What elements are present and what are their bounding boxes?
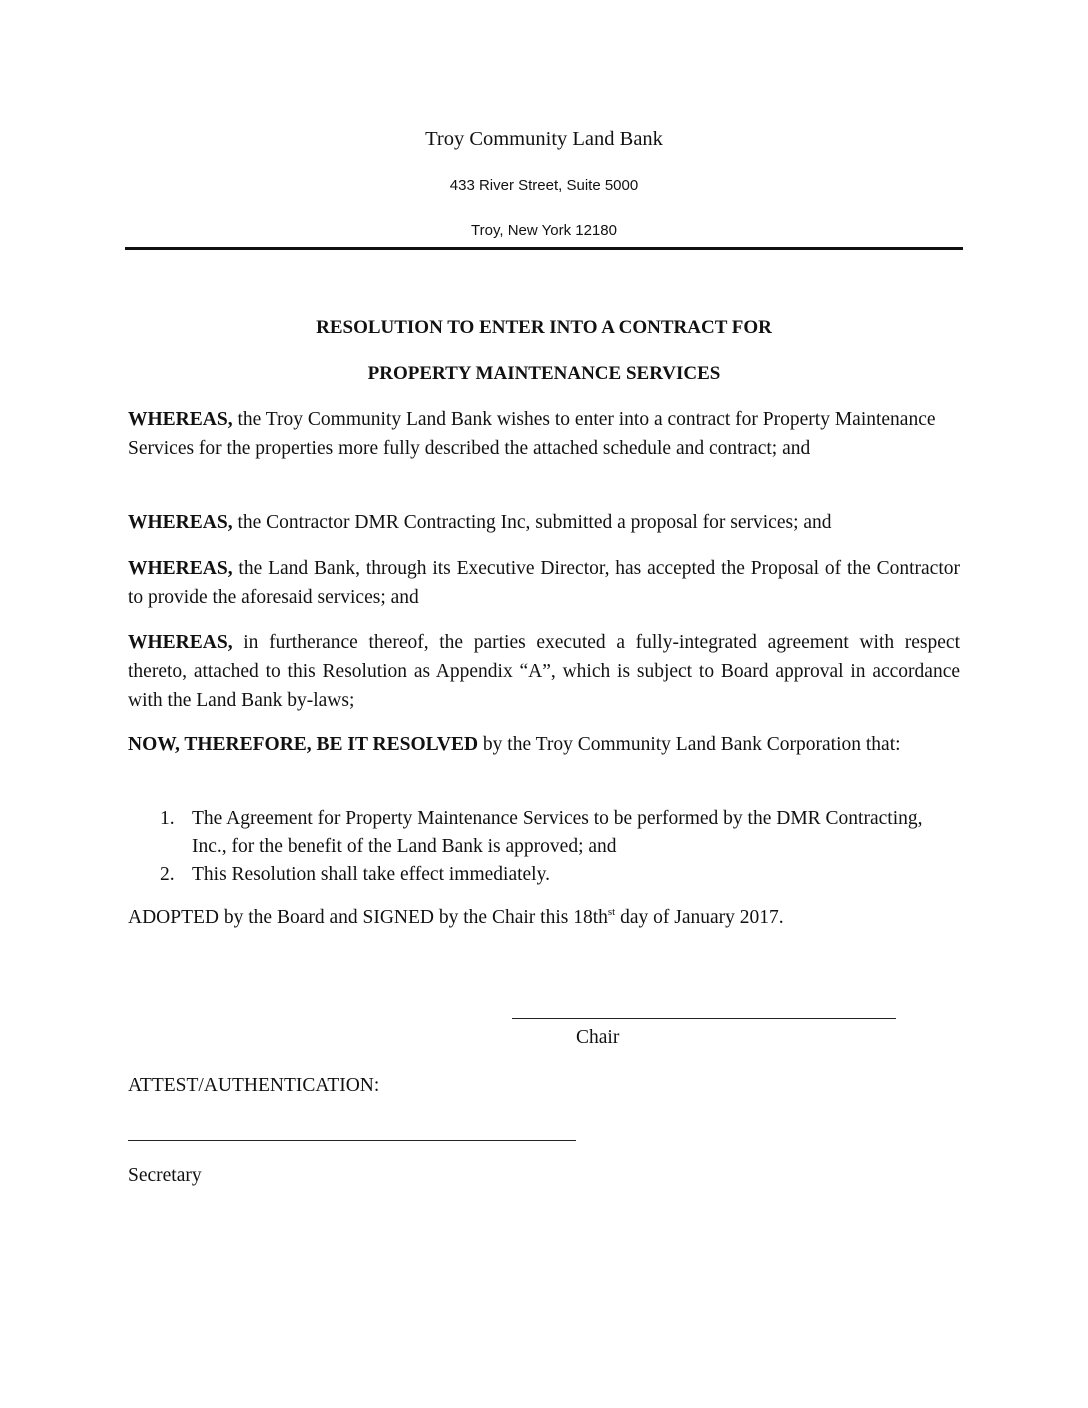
resolutions-list xyxy=(128,805,960,889)
resolution-title-line1: RESOLUTION TO ENTER INTO A CONTRACT FOR xyxy=(316,317,772,338)
letterhead-organization: Troy Community Land Bank xyxy=(425,128,663,150)
chair-label: Chair xyxy=(576,1027,620,1048)
letterhead-address-street: 433 River Street, Suite 5000 xyxy=(449,177,639,194)
clause-text: the Troy Community Land Bank wishes to enter into a contract for Property Maintenance Services for the properties more fully described the attached schedule and contract; and xyxy=(128,409,936,459)
whereas-clause-3 xyxy=(128,554,960,612)
adoption-superscript: st xyxy=(607,906,616,918)
list-item xyxy=(128,861,960,889)
list-item xyxy=(128,805,960,861)
secretary-label: Secretary xyxy=(128,1165,202,1186)
attest-label: ATTEST/AUTHENTICATION: xyxy=(128,1075,380,1096)
clause-text: the Contractor DMR Contracting Inc, submitted a proposal for services; and xyxy=(232,512,832,533)
list-item-number: 2. xyxy=(160,864,175,885)
adoption-text-before: ADOPTED by the Board and SIGNED by the Chair this 18th xyxy=(128,907,608,928)
letterhead-address-city: Troy, New York 12180 xyxy=(471,222,617,239)
clause-lead: WHEREAS, xyxy=(128,632,233,653)
clause-text: the Land Bank, through its Executive Director, has accepted the Proposal of the Contractor to provide the aforesaid services; and xyxy=(128,558,960,608)
adoption-text-after: day of January 2017. xyxy=(615,907,784,928)
whereas-clause-1 xyxy=(128,405,960,463)
clause-lead: WHEREAS, xyxy=(128,558,233,579)
clause-lead: WHEREAS, xyxy=(128,512,233,533)
list-item-text: This Resolution shall take effect immediately. xyxy=(192,864,550,885)
whereas-clause-4 xyxy=(128,628,960,715)
resolution-title-line2: PROPERTY MAINTENANCE SERVICES xyxy=(367,363,721,384)
adoption-statement xyxy=(128,907,784,929)
clause-lead: WHEREAS, xyxy=(128,409,233,430)
list-item-number: 1. xyxy=(160,808,175,829)
clause-text: in furtherance thereof, the parties executed a fully-integrated agreement with respect thereto, attached to this Resolution as Appendix “A”, which is subject to Board approval in accordance with the Land Bank by-laws; xyxy=(128,632,960,711)
list-item-text: The Agreement for Property Maintenance Services to be performed by the DMR Contracting, Inc., for the benefit of the Land Bank is approved; and xyxy=(192,808,923,857)
resolved-clause xyxy=(128,730,960,759)
resolved-text: by the Troy Community Land Bank Corporation that: xyxy=(478,734,901,755)
secretary-signature-line xyxy=(128,1140,576,1141)
whereas-clause-2 xyxy=(128,508,960,537)
chair-signature-line xyxy=(512,1018,896,1019)
resolved-lead: NOW, THEREFORE, BE IT RESOLVED xyxy=(128,734,479,755)
letterhead-divider xyxy=(125,247,963,250)
